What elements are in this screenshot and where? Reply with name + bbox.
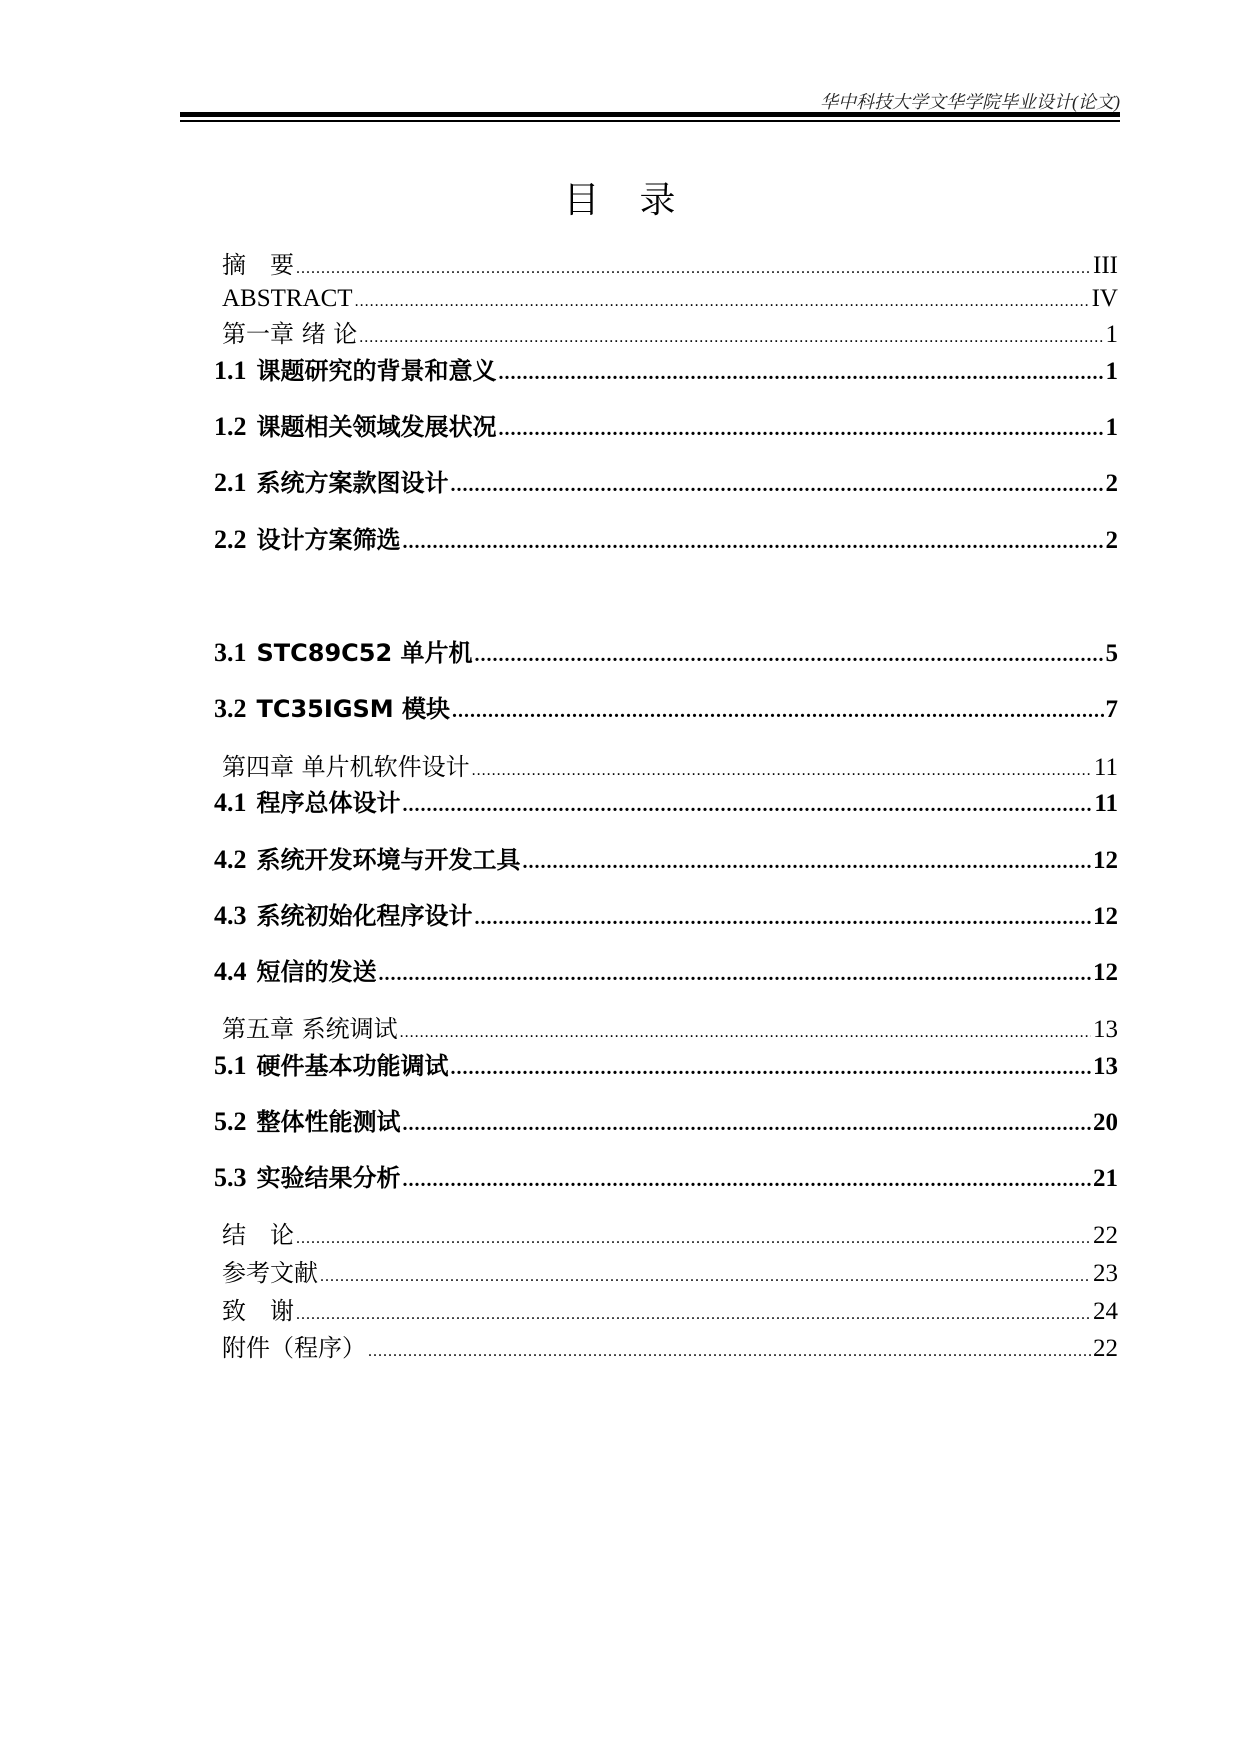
toc-leader <box>296 1298 1091 1332</box>
toc-entry-label: STC89C52 单片机 <box>256 639 473 667</box>
toc-entry-page: IV <box>1091 285 1118 312</box>
toc-entry-number: 2.2 <box>214 525 247 554</box>
toc-entry-page: 13 <box>1093 1053 1118 1080</box>
toc-title: 目 录 <box>563 180 678 221</box>
toc-entry-number: 2.1 <box>214 468 247 497</box>
toc-entry-chapter-4[interactable] <box>222 750 1118 788</box>
toc-leader <box>475 638 1104 672</box>
toc-entry-label: TC35IGSM 模块 <box>256 695 451 723</box>
toc-entry-page: 1 <box>1105 321 1118 348</box>
toc-entry-label: 系统初始化程序设计 <box>256 902 473 930</box>
toc-entry-label: 程序总体设计 <box>256 789 401 817</box>
toc-entry-4-4[interactable] <box>214 955 1118 991</box>
toc-leader <box>452 694 1103 728</box>
toc-entry-label: 参考文献 <box>222 1259 318 1287</box>
header-rule-thick <box>180 112 1120 117</box>
toc-entry-page: III <box>1093 252 1118 279</box>
toc-entry-3-1[interactable] <box>214 636 1118 672</box>
toc-entry-page: 12 <box>1093 847 1118 874</box>
toc-entry-abstract-cn[interactable] <box>222 248 1118 286</box>
toc-entry-4-2[interactable] <box>214 843 1118 879</box>
toc-entry-number: 4.3 <box>214 901 247 930</box>
toc-entry-number: 4.4 <box>214 957 247 986</box>
toc-entry-5-3[interactable] <box>214 1161 1118 1197</box>
toc-entry-number: 3.1 <box>214 638 247 667</box>
toc-entry-page: 21 <box>1093 1165 1118 1192</box>
toc-entry-3-2[interactable] <box>214 692 1118 728</box>
header-rule-thin <box>180 120 1120 122</box>
toc-entry-label: 整体性能测试 <box>256 1108 401 1136</box>
toc-entry-2-2[interactable] <box>214 523 1118 559</box>
toc-entry-label: 摘 要 <box>222 251 294 279</box>
toc-leader <box>359 321 1103 355</box>
toc-leader <box>403 1107 1092 1141</box>
toc-entry-page: 1 <box>1105 358 1118 385</box>
toc-leader <box>355 285 1090 319</box>
toc-entry-number: 5.3 <box>214 1163 247 1192</box>
toc-entry-page: 11 <box>1094 790 1118 817</box>
toc-entry-label: 结 论 <box>222 1221 294 1249</box>
toc-entry-page: 24 <box>1093 1298 1118 1325</box>
toc-leader <box>403 525 1104 559</box>
toc-entry-5-2[interactable] <box>214 1105 1118 1141</box>
toc-entry-chapter-5[interactable] <box>222 1012 1118 1050</box>
toc-entry-number: 4.2 <box>214 845 247 874</box>
toc-entry-acknowledgements[interactable] <box>222 1294 1118 1332</box>
toc-entry-page: 12 <box>1093 903 1118 930</box>
toc-entry-number: 4.1 <box>214 788 247 817</box>
toc-entry-label: 第一章 绪 论 <box>222 320 358 348</box>
toc-entry-appendix[interactable] <box>222 1331 1118 1369</box>
toc-leader <box>451 1051 1092 1085</box>
toc-entry-page: 2 <box>1105 527 1118 554</box>
toc-entry-4-3[interactable] <box>214 899 1118 935</box>
toc-entry-page: 11 <box>1093 754 1118 781</box>
toc-leader <box>400 1016 1091 1050</box>
toc-entry-label: 第四章 单片机软件设计 <box>222 753 470 781</box>
toc-entry-page: 22 <box>1093 1222 1118 1249</box>
toc-entry-page: 22 <box>1093 1335 1118 1362</box>
toc-entry-2-1[interactable] <box>214 466 1118 502</box>
toc-entry-number: 5.2 <box>214 1107 247 1136</box>
toc-entry-label: ABSTRACT <box>222 285 353 312</box>
toc-entry-label: 短信的发送 <box>256 958 377 986</box>
toc-entry-number: 3.2 <box>214 694 247 723</box>
toc-entry-label: 课题研究的背景和意义 <box>256 357 497 385</box>
toc-entry-label: 硬件基本功能调试 <box>256 1052 449 1080</box>
toc-entry-page: 5 <box>1105 640 1118 667</box>
toc-entry-number: 5.1 <box>214 1051 247 1080</box>
toc-entry-label: 附件（程序） <box>222 1334 366 1362</box>
toc-entry-label: 系统开发环境与开发工具 <box>256 846 521 874</box>
toc-leader <box>475 901 1092 935</box>
toc-leader <box>368 1335 1091 1369</box>
toc-leader <box>499 356 1104 390</box>
toc-entry-label: 设计方案筛选 <box>256 526 401 554</box>
toc-entry-1-1[interactable] <box>214 354 1118 390</box>
toc-entry-page: 23 <box>1093 1260 1118 1287</box>
toc-entry-page: 12 <box>1093 959 1118 986</box>
toc-entry-label: 第五章 系统调试 <box>222 1015 398 1043</box>
toc-entry-chapter-1[interactable] <box>222 317 1118 355</box>
toc-leader <box>296 1222 1091 1256</box>
toc-leader <box>403 788 1093 822</box>
toc-entry-page: 7 <box>1105 696 1118 723</box>
toc-leader <box>499 412 1104 446</box>
toc-entry-label: 致 谢 <box>222 1297 294 1325</box>
toc-entry-label: 系统方案款图设计 <box>256 469 449 497</box>
header-school-name: 华中科技大学文华学院毕业设计(论文) <box>820 92 1120 112</box>
toc-entry-5-1[interactable] <box>214 1049 1118 1085</box>
toc-leader <box>523 845 1092 879</box>
toc-entry-number: 1.1 <box>214 356 247 385</box>
toc-entry-page: 2 <box>1105 470 1118 497</box>
toc-entry-references[interactable] <box>222 1256 1118 1294</box>
toc-entry-number: 1.2 <box>214 412 247 441</box>
toc-entry-4-1[interactable] <box>214 786 1118 822</box>
toc-leader <box>379 957 1092 991</box>
toc-entry-page: 13 <box>1093 1016 1118 1043</box>
toc-leader <box>451 468 1104 502</box>
toc-leader <box>320 1260 1091 1294</box>
toc-leader <box>296 252 1091 286</box>
toc-entry-label: 课题相关领域发展状况 <box>256 413 497 441</box>
toc-entry-abstract-en[interactable] <box>222 282 1118 319</box>
toc-entry-label: 实验结果分析 <box>256 1164 401 1192</box>
toc-entry-1-2[interactable] <box>214 410 1118 446</box>
toc-entry-page: 1 <box>1105 414 1118 441</box>
toc-entry-page: 20 <box>1093 1109 1118 1136</box>
toc-entry-conclusion[interactable] <box>222 1218 1118 1256</box>
toc-leader <box>472 754 1092 788</box>
toc-leader <box>403 1163 1092 1197</box>
